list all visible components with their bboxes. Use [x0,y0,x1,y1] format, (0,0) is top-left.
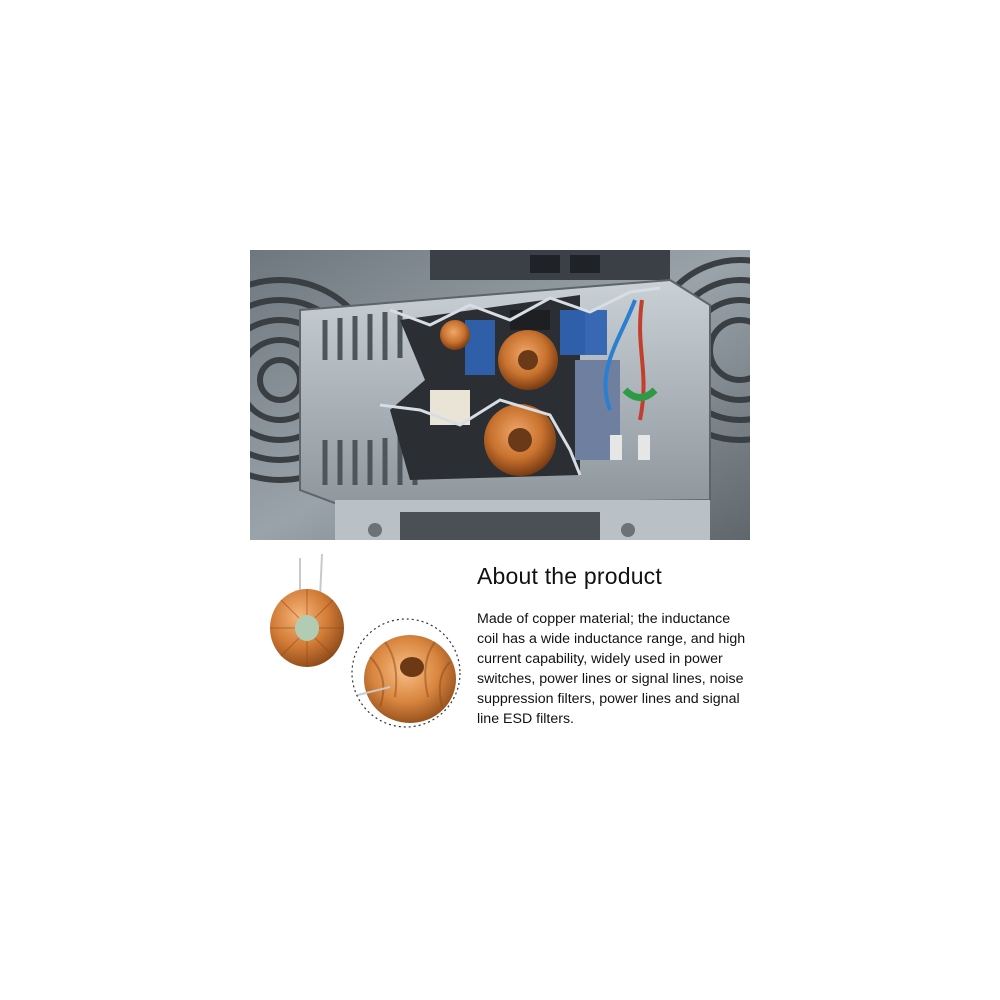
copper-coil-upper [498,330,558,390]
coil-detail-zoom [350,617,462,729]
power-supply-photo [250,250,750,540]
toroidal-inductor-photo [262,548,352,678]
about-title: About the product [477,563,662,589]
about-description: Made of copper material; the inductance coil has a wide inductance range, and high current capability, widely used in power switches, power lines or signal lines, noise suppression filters, power lines and signal line ESD filters. [477,611,746,727]
